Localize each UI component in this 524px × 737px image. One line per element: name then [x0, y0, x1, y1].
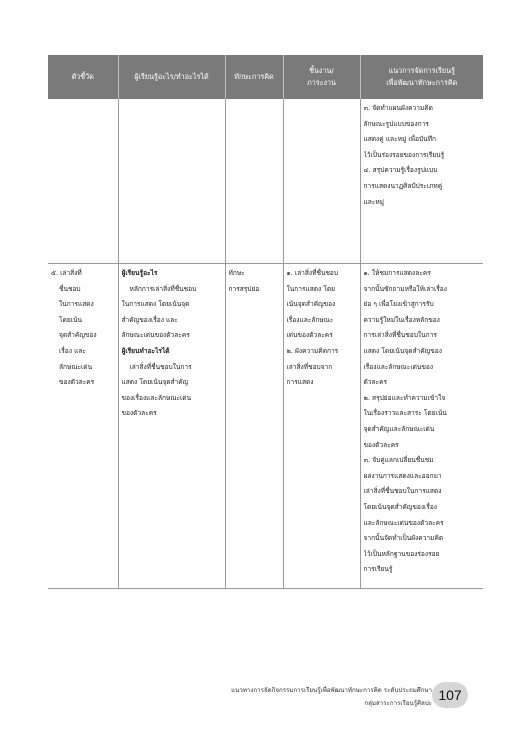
cell-learning: ผู้เรียนรู้อะไร หลักการเล่าสิ่งที่ชื่นชอบ ในการแสดง โดยเน้นจุด สำคัญของเรื่อง และ ลักษณะเด่นของตัวละคร ผู้เรียนทำอะไรได้ เล่าสิ่งที่ชื่นชอบในการ แสดง โดยเน้นจุดสำคัญ ของเรื่องและลักษณะเด่น ของตัวละคร	[118, 264, 225, 589]
header-thinking-skill: ทักษะการคิด	[225, 55, 283, 99]
cell-activity: ๓. จัดทำแผนผังความคิด ลักษณะรูปแบบของการ แสดงคู่ และหมู่ เพื่อบันทึก ไว้เป็นร่องรอยของการเรียนรู้ ๔. สรุปความรู้เรื่องรูปแบบ การแสดงนาฏศิลป์ประเภทคู่ และหมู่	[360, 99, 483, 264]
footer-subject: กลุ่มสาระการเรียนรู้ศิลปะ	[364, 700, 432, 707]
cell-thinking-skill	[225, 99, 283, 264]
cell-learning	[118, 99, 225, 264]
header-indicator: ตัวชี้วัด	[48, 55, 118, 99]
cell-thinking-skill: ทักษะ การสรุปย่อ	[225, 264, 283, 589]
cell-indicator: ๕. เล่าสิ่งที่ ชื่นชอบ ในการแสดง โดยเน้น จุดสำคัญของ เรื่อง และ ลักษณะเด่น ของตัวละคร	[48, 264, 118, 589]
header-activity: แนวการจัดการเรียนรู้ เพื่อพัฒนาทักษะการคิด	[360, 55, 483, 99]
cell-indicator	[48, 99, 118, 264]
page-number: 107	[432, 682, 468, 708]
header-learning: ผู้เรียนรู้อะไร/ทำอะไรได้	[118, 55, 225, 99]
learning-heading: ผู้เรียนรู้อะไร	[121, 269, 158, 277]
cell-activity: ๑. ให้ชมการแสดงละคร จากนั้นซักถามหรือให้เล่าเรื่อง ย่อ ๆ เพื่อโยงเข้าสู่การรับ ความรู้ใหม่ในเรื่องหลักของ การเล่าสิ่งที่ชื่นชอบในการ แสดง โดยเน้นจุดสำคัญของ เรื่องและลักษณะเด่นของ ตัวละคร ๒. สรุปย่อและทำความเข้าใจ ในเรื่องราวและสาระ โดยเน้น จุดสำคัญและลักษณะเด่น ของตัวละคร ๓. จับคู่แลกเปลี่ยนชื่นชม ผลงานการแสดงและออกมา เล่าสิ่งที่ชื่นชอบในการแสดง โดยเน้นจุดสำคัญของเรื่อง และลักษณะเด่นของตัวละคร จากนั้นจัดทำเป็นผังความคิด ไว้เป็นหลักฐานของร่องรอย การเรียนรู้	[360, 264, 483, 589]
cell-task: ๑. เล่าสิ่งที่ชื่นชอบ ในการแสดง โดย เน้นจุดสำคัญของ เรื่องและลักษณะ เด่นของตัวละคร ๒. ผังความคิดการ เล่าสิ่งที่ชอบจาก การแสดง	[283, 264, 360, 589]
footer-book-title: แนวทางการจัดกิจกรรมการเรียนรู้เพื่อพัฒนาทักษะการคิด ระดับประถมศึกษา	[231, 687, 432, 694]
lesson-plan-table	[48, 55, 483, 589]
table-row	[48, 264, 483, 589]
table-header-row	[48, 55, 483, 99]
header-task: ชิ้นงาน/ ภาระงาน	[283, 55, 360, 99]
cell-task	[283, 99, 360, 264]
table-row	[48, 99, 483, 264]
ability-heading: ผู้เรียนทำอะไรได้	[121, 346, 170, 355]
